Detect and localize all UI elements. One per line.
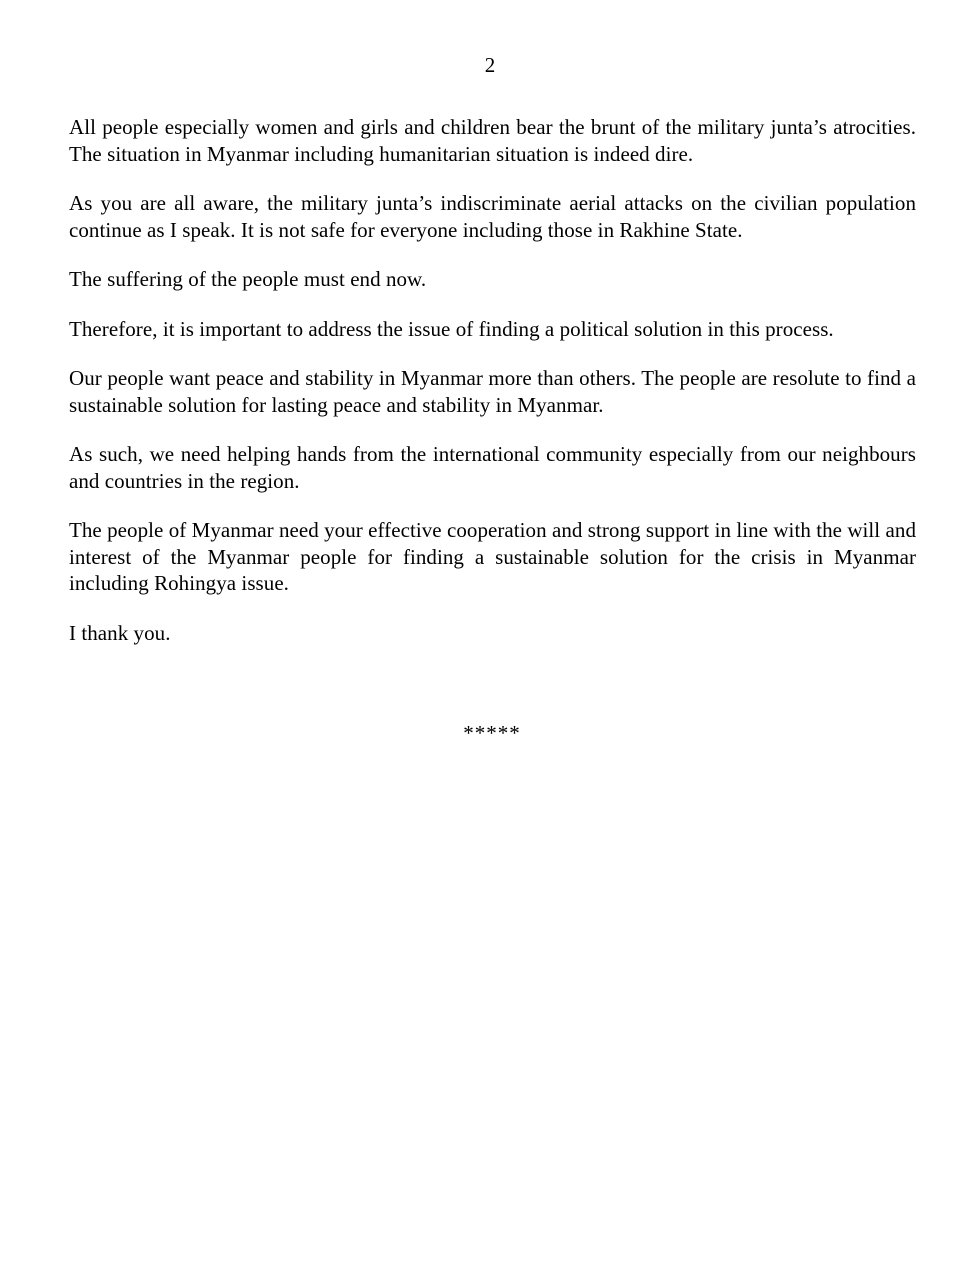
end-of-document-mark: *****	[463, 721, 521, 745]
paragraph: Our people want peace and stability in Myanmar more than others. The people are resolute to find a sustainable solution for lasting peace and stability in Myanmar.	[69, 366, 916, 417]
paragraph: Therefore, it is important to address the issue of finding a political solution in this process.	[69, 316, 834, 341]
paragraph: As you are all aware, the military junta’s indiscriminate aerial attacks on the civilian population continue as I speak. It is not safe for everyone including those in Rakhine State.	[69, 191, 916, 242]
paragraph: The people of Myanmar need your effective cooperation and strong support in line with the will and interest of the Myanmar people for finding a sustainable solution for the crisis in Myanmar including Rohingya issue.	[69, 518, 916, 595]
paragraph: All people especially women and girls and children bear the brunt of the military junta’s atrocities. The situation in Myanmar including humanitarian situation is indeed dire.	[69, 115, 916, 166]
closing-line: I thank you.	[69, 620, 171, 645]
paragraph: As such, we need helping hands from the international community especially from our neighbours and countries in the region.	[69, 442, 916, 493]
paragraph: The suffering of the people must end now.	[69, 267, 427, 291]
page-number: 2	[484, 53, 496, 77]
document-body	[69, 114, 916, 669]
